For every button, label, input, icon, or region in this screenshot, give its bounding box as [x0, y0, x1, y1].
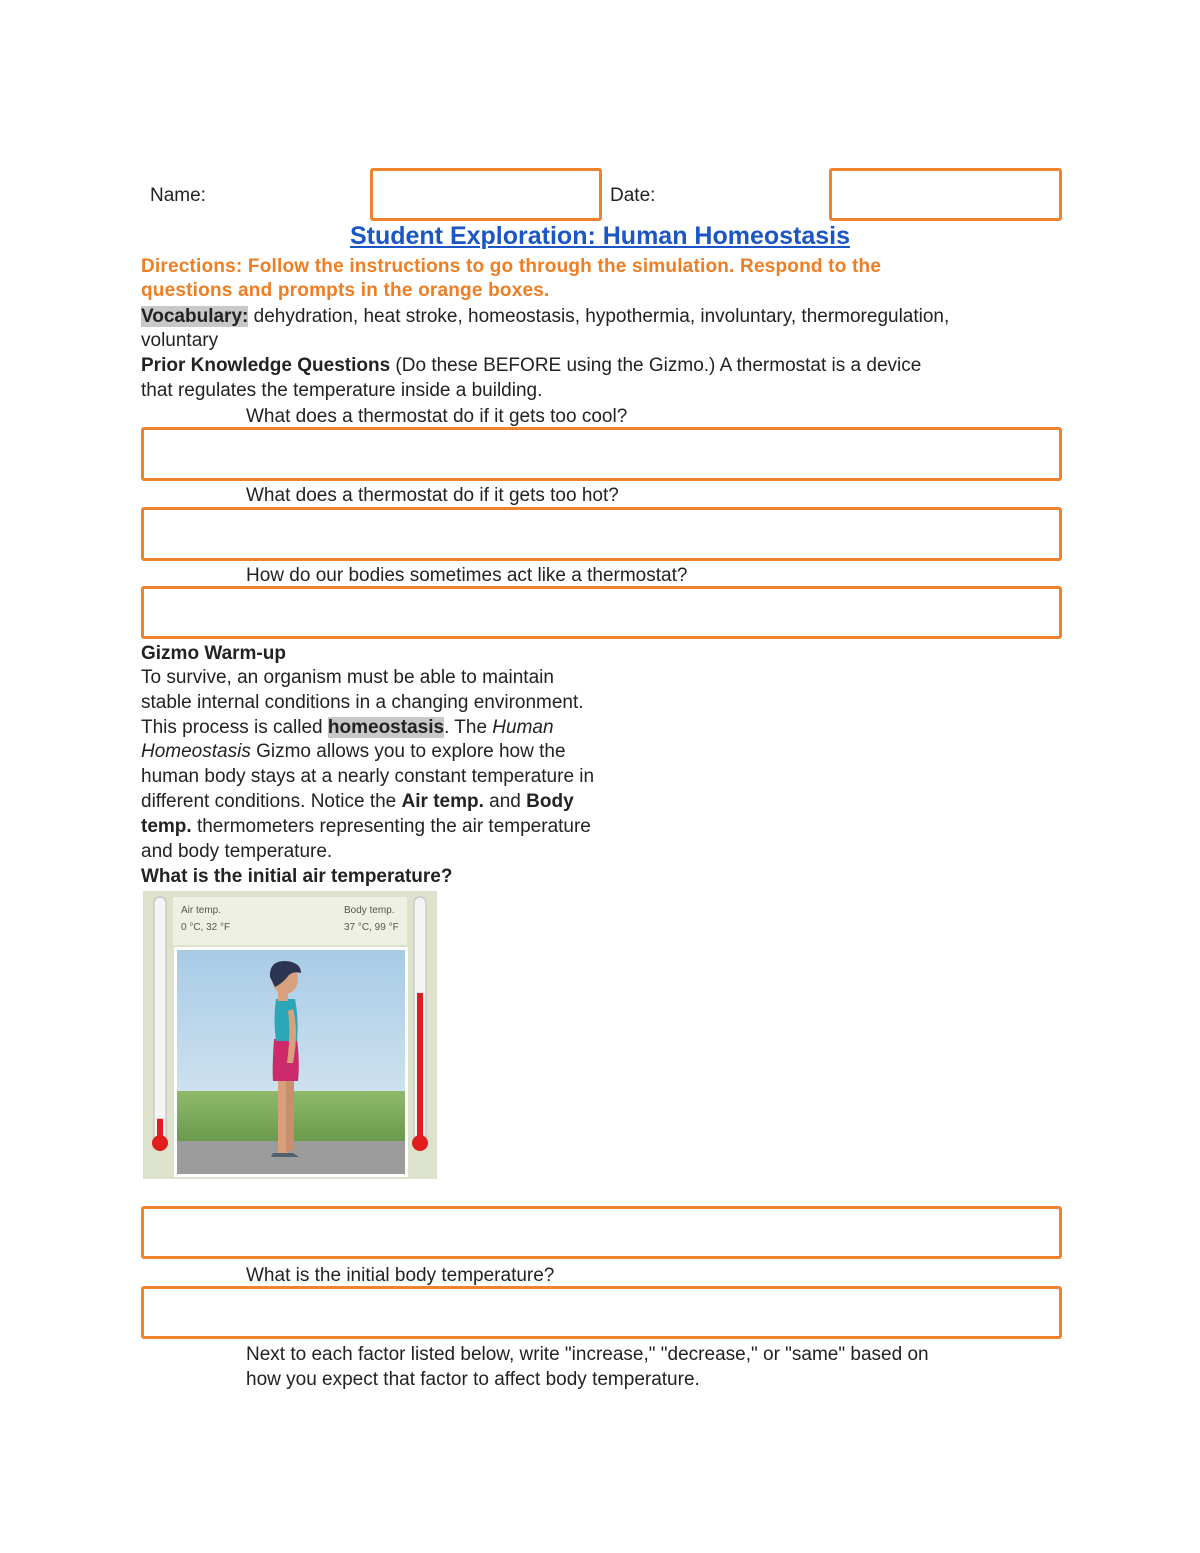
air-temp-label: Air temp.	[181, 905, 222, 916]
answer-box-air-temp[interactable]	[141, 1206, 1062, 1259]
answer-box-body-temp[interactable]	[141, 1286, 1062, 1339]
name-field[interactable]	[370, 168, 602, 221]
warmup-line: To survive, an organism must be able to maintain	[141, 667, 554, 688]
next-instruction-line-1: Next to each factor listed below, write "increase," "decrease," or "same" based on	[246, 1344, 929, 1365]
air-thermometer	[152, 897, 168, 1151]
body-temp-value: 37 °C, 99 °F	[344, 922, 399, 933]
warmup-line: stable internal conditions in a changing environment.	[141, 691, 584, 713]
prior-knowledge-heading: Prior Knowledge Questions	[141, 355, 391, 376]
question-air-temp: What is the initial air temperature?	[141, 866, 453, 887]
body-temp-label: Body temp.	[344, 905, 395, 916]
air-temp-value: 0 °C, 32 °F	[181, 922, 231, 933]
answer-box-body-thermostat[interactable]	[141, 586, 1062, 639]
answer-box-too-cool[interactable]	[141, 427, 1062, 481]
warmup-line: temp. thermometers representing the air temperature	[141, 815, 591, 837]
body-thermometer	[412, 897, 428, 1151]
warmup-line: Homeostasis Gizmo allows you to explore how the	[141, 741, 566, 763]
warmup-line: This process is called homeostasis. The Human	[141, 716, 554, 738]
question-too-cool: What does a thermostat do if it gets too cool?	[246, 406, 628, 427]
warmup-line: and body temperature.	[141, 840, 333, 862]
name-label: Name:	[150, 185, 206, 206]
gizmo-simulation-image	[143, 891, 437, 1179]
prior-knowledge-text: (Do these BEFORE using the Gizmo.) A thermostat is a device	[390, 355, 922, 376]
vocabulary-terms-2: voluntary	[141, 330, 219, 351]
gizmo-screenshot	[143, 891, 437, 1179]
warmup-heading: Gizmo Warm-up	[141, 643, 286, 664]
warmup-line: different conditions. Notice the Air temp. and Body	[141, 790, 574, 812]
date-label: Date:	[610, 185, 656, 206]
question-too-hot: What does a thermostat do if it gets too hot?	[246, 485, 619, 506]
warmup-paragraph	[141, 666, 681, 864]
page-title: Student Exploration: Human Homeostasis	[349, 222, 851, 250]
warmup-line: human body stays at a nearly constant temperature in	[141, 766, 595, 788]
question-body-thermostat: How do our bodies sometimes act like a thermostat?	[246, 565, 688, 586]
homeostasis-term: homeostasis	[327, 716, 445, 738]
vocabulary-terms: dehydration, heat stroke, homeostasis, hypothermia, involuntary, thermoregulation,	[248, 306, 950, 327]
prior-knowledge-intro	[141, 353, 921, 378]
vocabulary-label: Vocabulary:	[141, 306, 249, 327]
next-instruction-line-2: how you expect that factor to affect body temperature.	[246, 1369, 700, 1390]
vocabulary-line	[141, 304, 949, 329]
date-field[interactable]	[829, 168, 1062, 221]
answer-box-too-hot[interactable]	[141, 507, 1062, 561]
directions-line-1: Directions: Follow the instructions to go through the simulation. Respond to the	[141, 256, 882, 277]
body-mercury	[417, 993, 423, 1143]
question-body-temp: What is the initial body temperature?	[246, 1265, 555, 1286]
directions-line-2: questions and prompts in the orange boxes.	[141, 280, 550, 301]
prior-knowledge-text-2: that regulates the temperature inside a building.	[141, 380, 543, 401]
